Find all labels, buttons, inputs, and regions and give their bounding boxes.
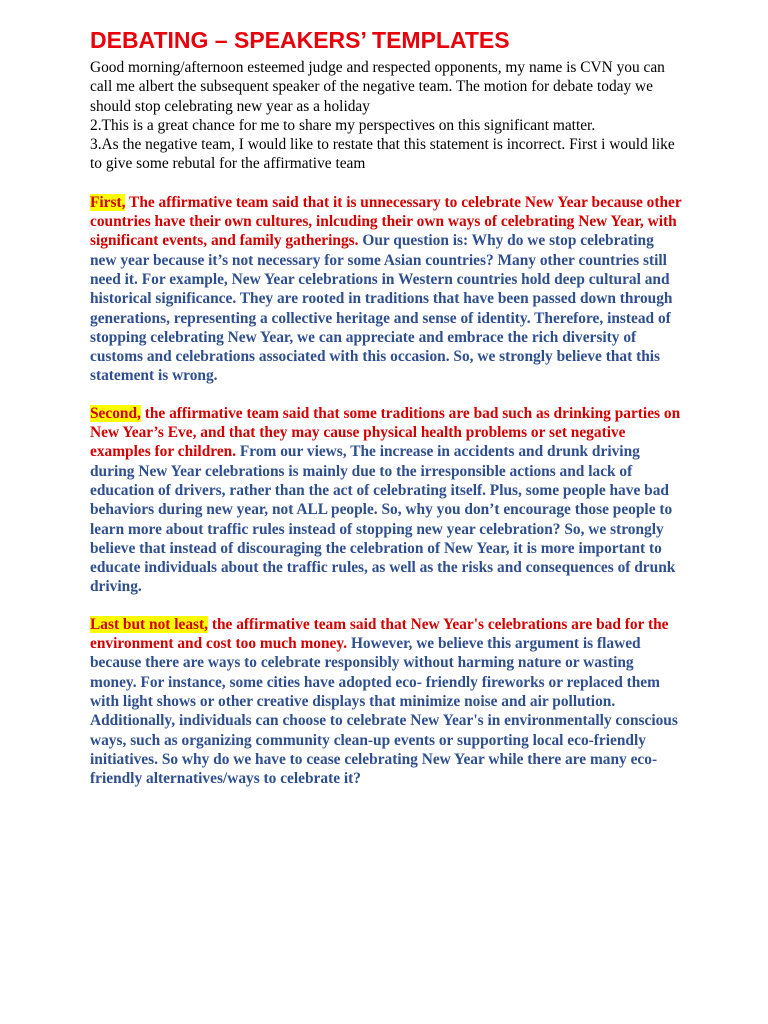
rebuttal-response: From our views, The increase in accidents and drunk driving during New Year celebrations is mainly due to the irresponsible actions and lack of education of drivers, rather than the act of celebrating itself. Plus, some people have bad behaviors during new year, not ALL people. So, why you don’t encourage those people to learn more about traffic rules instead of stopping new year celebration? So, we strongly believe that instead of discouraging the celebration of New Year, it is more important to educate individuals about the traffic rules, as well as the risks and consequences of drunk driving. [90,443,676,596]
rebuttal-response: Our question is: Why do we stop celebrating new year because it’s not necessary for some Asian countries? Many other countries still need it. For example, New Year celebrations in Western countries hold deep cultural and historical significance. They are rooted in traditions that have been passed down through generations, representing a collective heritage and sense of identity. Therefore, instead of stopping celebrating New Year, we can appreciate and embrace the rich diversity of customs and celebrations associated with this occasion. So, we strongly believe that this statement is wrong. [90,232,673,385]
rebuttal-second [90,404,684,597]
rebuttal-label: Second, [90,404,141,422]
rebuttal-claim: the affirmative team said that New Year's celebrations are bad for the environment and cost too much money. [90,615,669,653]
rebuttal-last [90,615,684,789]
rebuttal-first [90,193,684,386]
intro-section [90,58,684,174]
rebuttal-response: However, we believe this argument is flawed because there are ways to celebrate responsibly without harming nature or wasting money. For instance, some cities have adopted eco- friendly fireworks or replaced them with light shows or other creative displays that minimize noise and air pollution. Additionally, individuals can choose to celebrate New Year's in environmentally conscious ways, such as organizing community clean-up events or supporting local eco-friendly initiatives. So why do we have to cease celebrating New Year while there are many eco-friendly alternatives/ways to celebrate it? [90,635,678,788]
intro-greeting: Good morning/afternoon esteemed judge and respected opponents, my name is CVN you can call me albert the subsequent speaker of the negative team. The motion for debate today we should stop celebrating new year as a holiday [90,59,665,115]
rebuttal-label: First, [90,193,126,211]
rebuttal-claim: the affirmative team said that some traditions are bad such as drinking parties on New Year’s Eve, and that they may cause physical health problems or set negative examples for children. [90,404,681,461]
intro-point-2: 2.This is a great chance for me to share my perspectives on this significant matter. [90,116,596,134]
rebuttal-label: Last but not least, [90,615,209,633]
document-page [90,26,684,788]
intro-point-3: 3.As the negative team, I would like to restate that this statement is incorrect. First i would like to give some rebutal for the affirmative team [90,136,675,173]
page-title: DEBATING – SPEAKERS’ TEMPLATES [90,27,510,53]
rebuttal-claim: The affirmative team said that it is unnecessary to celebrate New Year because other countries have their own cultures, inlcuding their own ways of celebrating New Year, with significant events, and family gatherings. [90,193,682,250]
